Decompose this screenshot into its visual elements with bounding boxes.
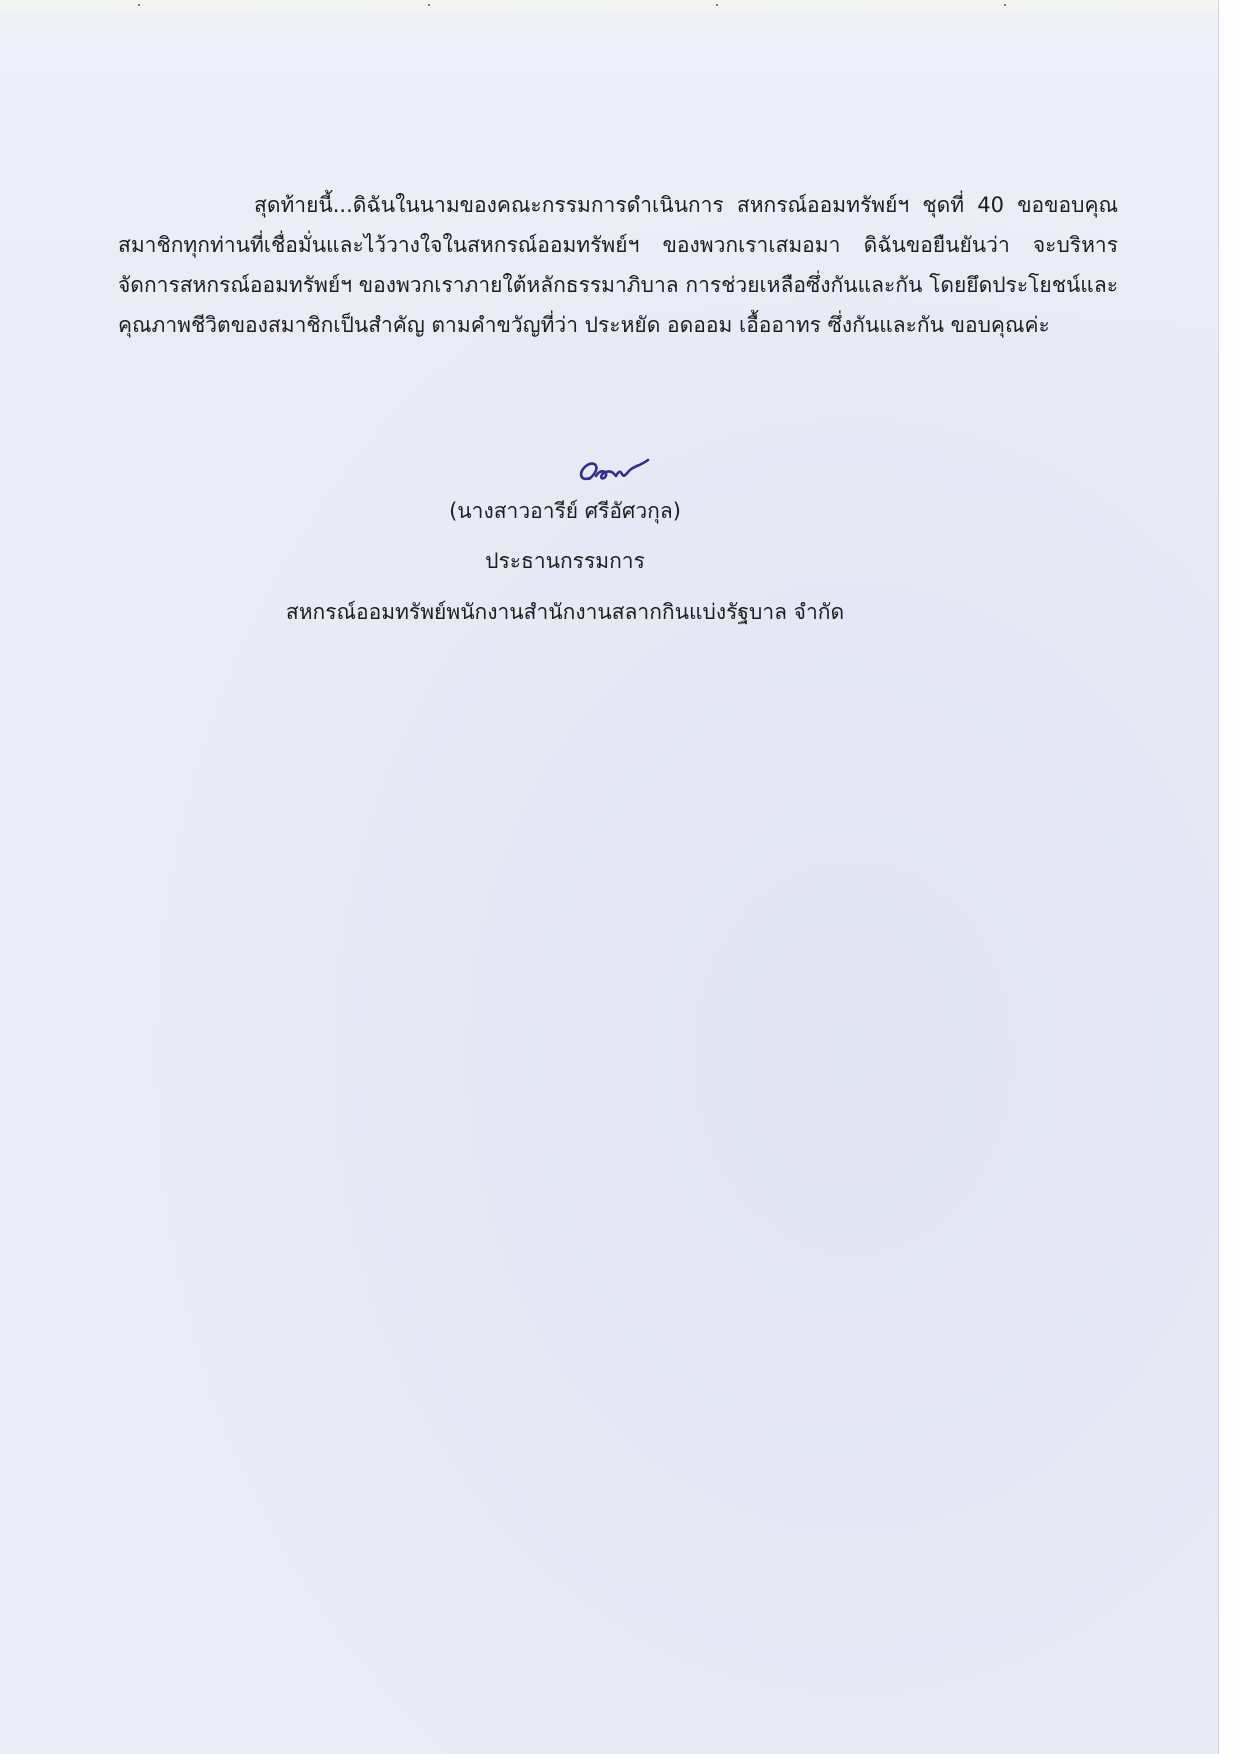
scan-speck [138, 4, 140, 6]
closing-paragraph: สุดท้ายนี้...ดิฉันในนามของคณะกรรมการดำเนินการ สหกรณ์ออมทรัพย์ฯ ชุดที่ 40 ขอขอบคุณสมาชิกทุกท่านที่เชื่อมั่นและไว้วางใจในสหกรณ์ออมทรัพย์ฯ ของพวกเราเสมอมา ดิฉันขอยืนยันว่า จะบริหารจัดการสหกรณ์ออมทรัพย์ฯ ของพวกเราภายใต้หลักธรรมาภิบาล การช่วยเหลือซึ่งกันและกัน โดยยึดประโยชน์และคุณภาพชีวิตของสมาชิกเป็นสำคัญ ตามคำขวัญที่ว่า ประหยัด อดออม เอื้ออาทร ซึ่งกันและกัน ขอบคุณค่ะ [118, 193, 1118, 337]
organization-name: สหกรณ์ออมทรัพย์พนักงานสำนักงานสลากกินแบ่งรัฐบาล จำกัด [285, 600, 845, 624]
signatory-name: (นางสาวอารีย์ ศรีอัศวกุล) [449, 499, 681, 523]
handwritten-signature [576, 452, 664, 492]
scan-speck [428, 4, 430, 6]
scan-speck [716, 4, 718, 6]
signatory-position: ประธานกรรมการ [485, 549, 645, 573]
scan-speck [1004, 4, 1006, 6]
scan-top-edge [0, 0, 1240, 12]
scan-right-edge [1218, 0, 1240, 1754]
